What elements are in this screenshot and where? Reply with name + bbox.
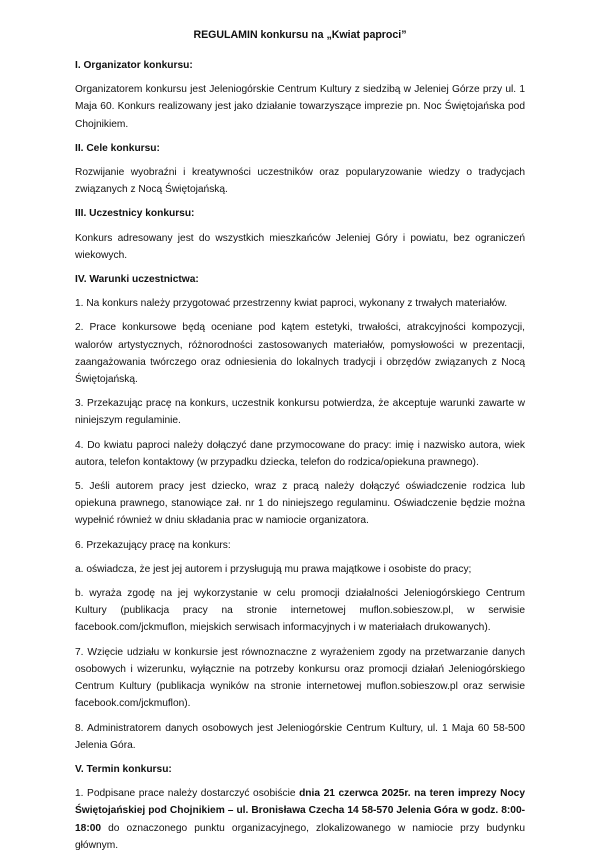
- section-heading-participants: III. Uczestnicy konkursu:: [75, 208, 195, 220]
- condition-5: 5. Jeśli autorem pracy jest dziecko, wraz z pracą należy dołączyć oświadczenie rodzica lub opiekuna prawnego, stanowiące zał. nr 1 do niniejszego regulaminu. Oświadczenie będzie można wypełnić również w dniu składania prac w namiocie organizatora.: [75, 481, 525, 527]
- condition-7: 7. Wzięcie udziału w konkursie jest równoznaczne z wyrażeniem zgody na przetwarzanie danych osobowych i wizerunku, wyłącznie na potrzeby konkursu oraz promocji działań Jeleniogórskiego Centrum Kultury (publikacja wyników na stronie internetowej muflon.sobieszow.pl oraz serwisie facebook.com/jckmuflon).: [75, 646, 525, 710]
- goals-paragraph: Rozwijanie wyobraźni i kreatywności uczestników oraz popularyzowanie wiedzy o tradycjach związanych z Nocą Świętojańską.: [75, 167, 525, 196]
- organizer-paragraph: Organizatorem konkursu jest Jeleniogórskie Centrum Kultury z siedzibą w Jeleniej Górze przy ul. 1 Maja 60. Konkurs realizowany jest jako działanie towarzyszące imprezie pn. Noc Świętojańska pod Chojnikiem.: [75, 84, 525, 130]
- condition-6a: a. oświadcza, że jest jej autorem i przysługują mu prawa majątkowe i osobiste do pracy;: [75, 563, 472, 575]
- section-heading-deadline: V. Termin konkursu:: [75, 763, 172, 775]
- condition-8: 8. Administratorem danych osobowych jest Jeleniogórskie Centrum Kultury, ul. 1 Maja 60 58-500 Jelenia Góra.: [75, 722, 525, 751]
- section-heading-organizer: I. Organizator konkursu:: [75, 60, 193, 71]
- condition-1: 1. Na konkurs należy przygotować przestrzenny kwiat paproci, wykonany z trwałych materiałów.: [75, 298, 508, 310]
- condition-6b: b. wyraża zgodę na jej wykorzystanie w celu promocji działalności Jeleniogórskiego Centrum Kultury (publikacja pracy na stronie internetowej muflon.sobieszow.pl, w serwisie facebook.com/jckmuflon, miejskich serwisach informacyjnych i w materiałach drukowanych).: [75, 588, 525, 634]
- section-heading-goals: II. Cele konkursu:: [75, 142, 160, 154]
- condition-4: 4. Do kwiatu paproci należy dołączyć dane przymocowane do pracy: imię i nazwisko autora, wiek autora, telefon kontaktowy (w przypadku dziecka, telefon do rodzica/opiekuna prawnego).: [75, 439, 525, 468]
- condition-6: 6. Przekazujący pracę na konkurs:: [75, 539, 231, 551]
- deadline-paragraph: [75, 785, 525, 854]
- condition-3: 3. Przekazując pracę na konkurs, uczestnik konkursu potwierdza, że akceptuje warunki zawarte w niniejszym regulaminie.: [75, 398, 525, 427]
- participants-paragraph: Konkurs adresowany jest do wszystkich mieszkańców Jeleniej Góry i powiatu, bez ograniczeń wiekowych.: [75, 232, 525, 261]
- document-title: REGULAMIN konkursu na „Kwiat paproci”: [193, 29, 407, 41]
- deadline-text-bold: dnia 21 czerwca 2025r. na teren imprezy Nocy Świętojańskiej pod Chojnikiem – ul. Bronisława Czecha 14 58-570 Jelenia Góra w godz. 8:00-18:00: [75, 788, 526, 834]
- section-heading-conditions: IV. Warunki uczestnictwa:: [75, 274, 199, 286]
- condition-2: 2. Prace konkursowe będą oceniane pod kątem estetyki, trwałości, atrakcyjności kompozycji, walorów artystycznych, różnorodności zastosowanych materiałów, pomysłowości w prezentacji, zaangażowania twórczego oraz odniesienia do lokalnych tradycji i obrzędów związanych z Nocą Świętojańską.: [75, 322, 525, 386]
- deadline-text-end: do oznaczonego punktu organizacyjnego, zlokalizowanego w namiocie przy budynku głównym.: [75, 822, 525, 851]
- deadline-text-start: 1. Podpisane prace należy dostarczyć osobiście: [75, 788, 300, 800]
